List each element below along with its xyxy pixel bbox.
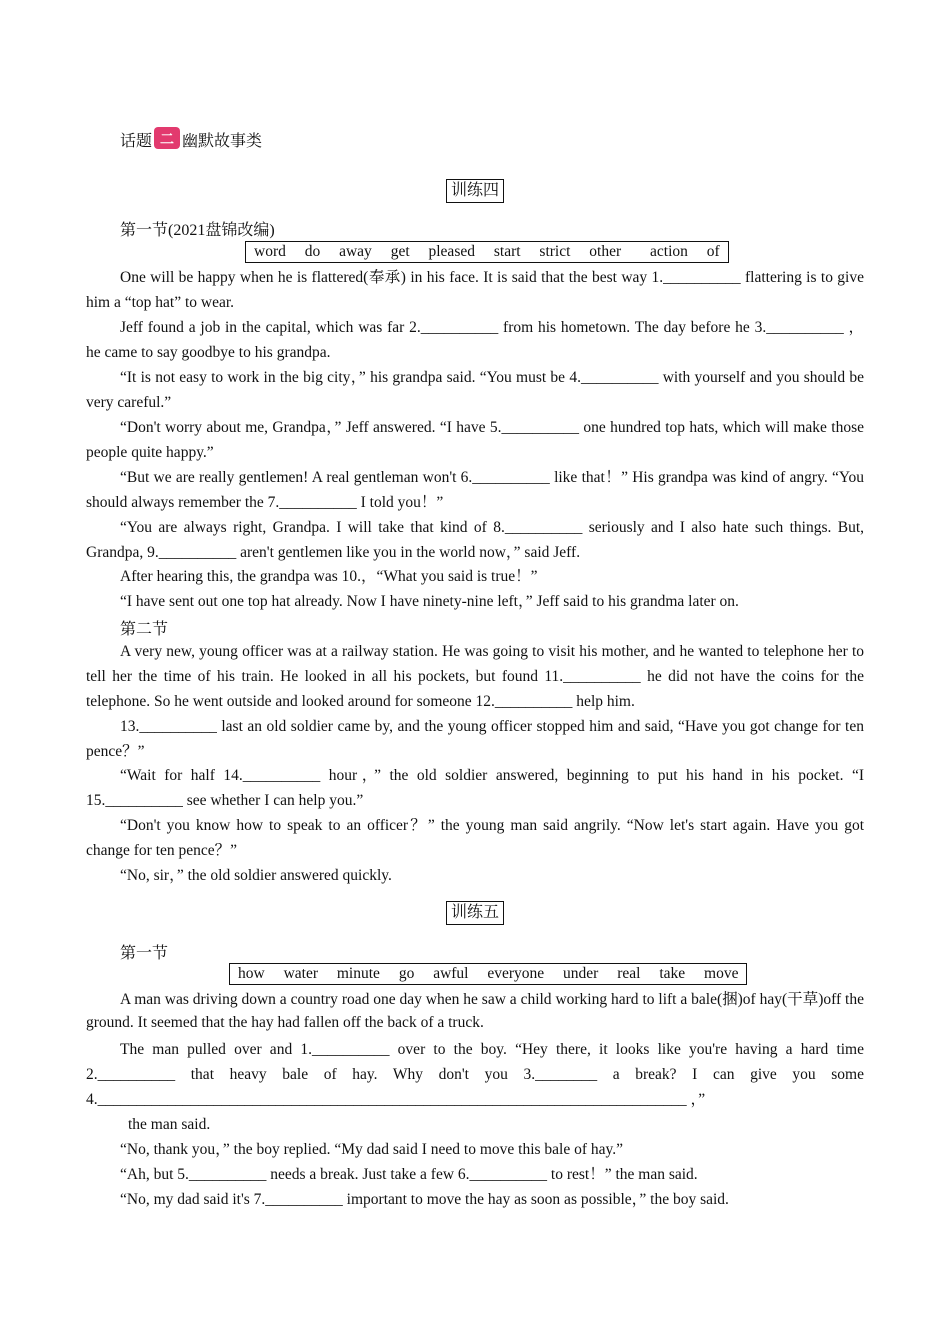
- paragraph: “No, sir，” the old soldier answered quickly.: [120, 867, 392, 884]
- paragraph: “Don't you know how to speak to an officer？” the young man said angrily. “Now let's start again. Have you got change for ten pence？”: [86, 817, 864, 859]
- training4-word-box: [245, 241, 729, 263]
- word-box-item: move: [704, 965, 739, 982]
- training5-word-box: [229, 963, 747, 985]
- word-box-item: strict: [539, 243, 571, 260]
- topic-title: 幽默故事类: [182, 133, 263, 150]
- topic-number-badge: [154, 127, 180, 149]
- word-box-item: action: [650, 243, 688, 260]
- paragraph: After hearing this, the grandpa was 10.，“What you said is true！”: [120, 568, 538, 585]
- word-box-item: do: [304, 243, 321, 260]
- paragraph: “No, my dad said it's 7.__________ important to move the hay as soon as possible，” the boy said.: [120, 1191, 729, 1208]
- topic-badge-text: 二: [160, 132, 175, 148]
- training4-title: [0, 179, 950, 203]
- paragraph: “Don't worry about me, Grandpa，” Jeff answered. “I have 5.__________ one hundred top hats, which will make those people quite happy.”: [86, 419, 864, 461]
- word-box-item: minute: [336, 965, 380, 982]
- word-box-item: awful: [433, 965, 469, 982]
- training5-section1-head: 第一节: [120, 945, 169, 962]
- paragraph: “No, thank you，” the boy replied. “My dad said I need to move this bale of hay.”: [120, 1141, 624, 1158]
- paragraph: One will be happy when he is flattered(奉承) in his face. It is said that the best way 1.__________ flattering is to give him a “top hat” to wear.: [86, 269, 864, 311]
- word-box-item: get: [390, 243, 410, 260]
- paragraph: “Wait for half 14.__________ hour，” the old soldier answered, beginning to put his hand in his pocket. “I 15.__________ see whether I can help you.”: [86, 767, 864, 809]
- paragraph: 13.__________ last an old soldier came by, and the young officer stopped him and said, “Have you got change for ten pence？”: [86, 718, 864, 760]
- word-box-item: other: [589, 243, 622, 260]
- training4-title-text: 训练四: [446, 179, 504, 203]
- paragraph: “I have sent out one top hat already. Now I have ninety-nine left，” Jeff said to his grandma later on.: [120, 593, 739, 610]
- word-box-item: how: [238, 965, 265, 982]
- topic-prefix: 话题: [120, 133, 153, 150]
- word-box-item: take: [659, 965, 686, 982]
- word-box-item: everyone: [487, 965, 545, 982]
- paragraph: the man said.: [128, 1116, 211, 1133]
- paragraph: “But we are really gentlemen! A real gentleman won't 6.__________ like that！” His grandpa was kind of angry. “You should always remember the 7.__________ I told you！”: [86, 469, 864, 511]
- paragraph: A man was driving down a country road one day when he saw a child working hard to lift a bale(捆)of hay(干草)off the ground. It seemed that the hay had fallen off the back of a truck.: [86, 991, 864, 1031]
- paragraph: A very new, young officer was at a railway station. He was going to visit his mother, and he wanted to telephone her to tell her the time of his train. He looked in all his pockets, but found 11.__________ he did not have the coins for the telephone. So he went outside and looked around for someone 12.__________ help him.: [86, 643, 864, 710]
- word-box-item: start: [493, 243, 521, 260]
- training5-title-text: 训练五: [446, 901, 504, 925]
- word-box-item: pleased: [428, 243, 475, 260]
- paragraph: “Ah, but 5.__________ needs a break. Just take a few 6.__________ to rest！” the man said.: [120, 1166, 698, 1183]
- paragraph: The man pulled over and 1.__________ over to the boy. “Hey there, it looks like you're having a hard time 2.__________ that heavy bale of hay. Why don't you 3.________ a break? I can give you some 4.____________________________________________________________________________ ，”: [86, 1041, 864, 1108]
- word-box-item: away: [339, 243, 372, 260]
- training4-section2-head: 第二节: [120, 621, 169, 638]
- word-box-item: of: [706, 243, 720, 260]
- paragraph: Jeff found a job in the capital, which was far 2.__________ from his hometown. The day before he 3.__________ ， he came to say goodbye to his grandpa.: [86, 319, 864, 361]
- paragraph: “You are always right, Grandpa. I will take that kind of 8.__________ seriously and I also hate such things. But, Grandpa, 9.__________ aren't gentlemen like you in the world now，” said Jeff.: [86, 519, 864, 561]
- word-box-item: water: [283, 965, 318, 982]
- word-box-item: real: [617, 965, 641, 982]
- training5-title: [0, 901, 950, 925]
- topic-header: [120, 128, 262, 151]
- training4-section1-head: 第一节(2021盘锦改编): [120, 222, 275, 239]
- word-box-item: word: [254, 243, 286, 260]
- word-box-item: under: [563, 965, 599, 982]
- paragraph: “It is not easy to work in the big city，” his grandpa said. “You must be 4.__________ with yourself and you should be very careful.”: [86, 369, 864, 411]
- word-box-item: go: [398, 965, 415, 982]
